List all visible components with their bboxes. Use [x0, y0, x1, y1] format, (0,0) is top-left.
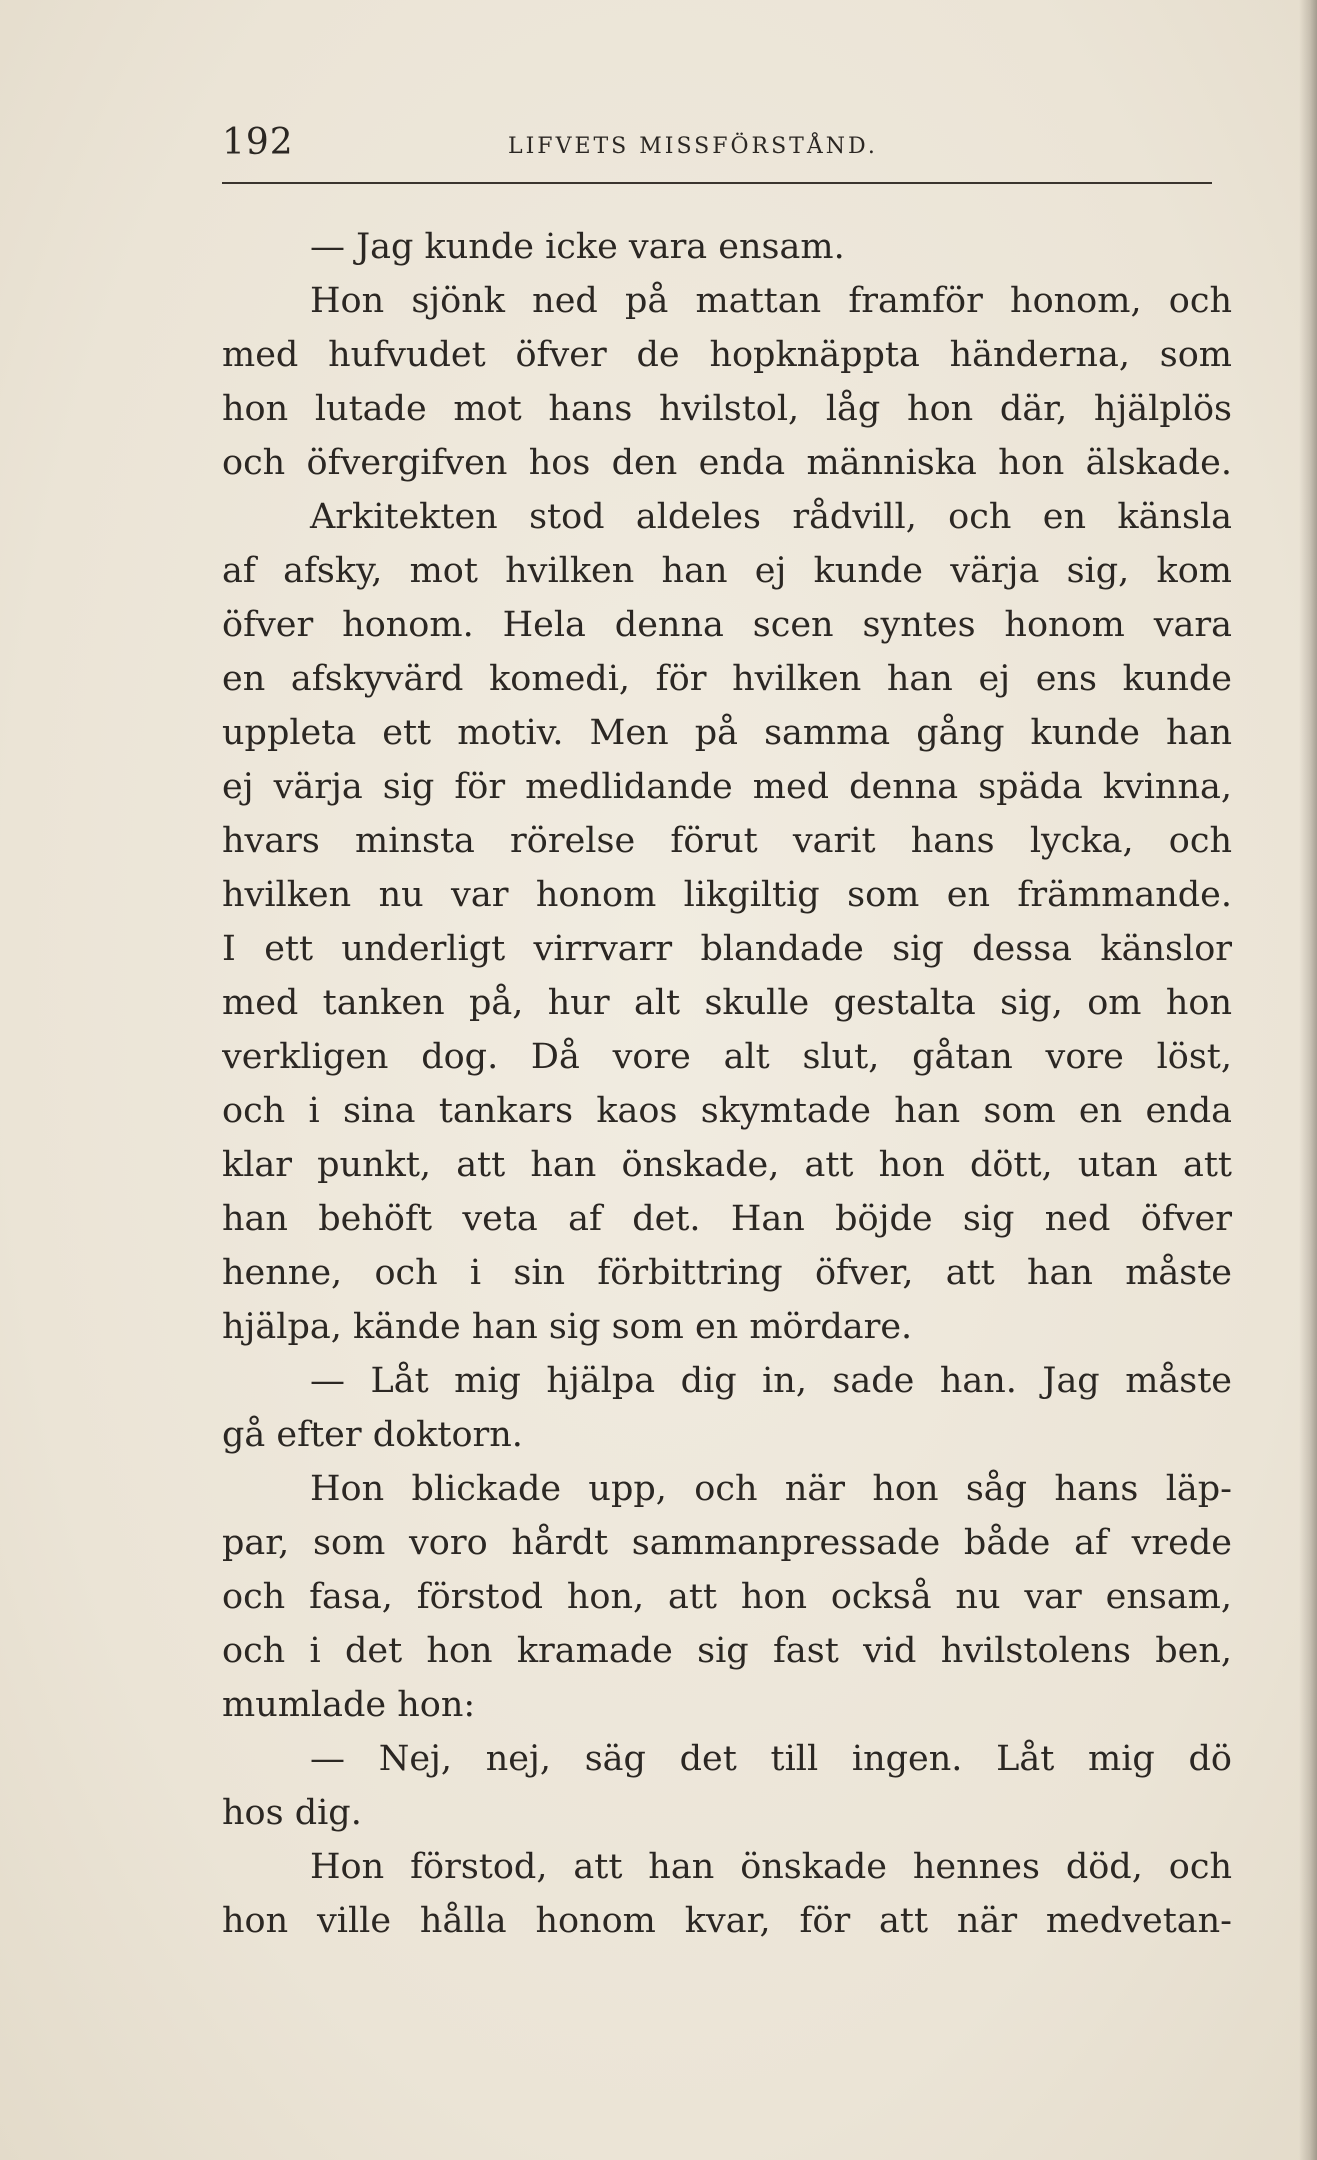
text-line: och öfvergifven hos den enda människa hon älskade. [222, 443, 1232, 483]
text-line: — Låt mig hjälpa dig in, sade han. Jag måste [310, 1361, 1232, 1401]
text-line: Hon blickade upp, och när hon såg hans läp- [310, 1469, 1232, 1509]
text-line: henne, och i sin förbittring öfver, att han måste [222, 1253, 1232, 1293]
text-line: ej värja sig för medlidande med denna späda kvinna, [222, 767, 1232, 807]
header-rule [222, 182, 1212, 184]
text-line: Hon förstod, att han önskade hennes död, och [310, 1847, 1232, 1887]
text-line: och i det hon kramade sig fast vid hvilstolens ben, [222, 1631, 1232, 1671]
text-line: I ett underligt virrvarr blandade sig dessa känslor [222, 929, 1232, 969]
text-line: med tanken på, hur alt skulle gestalta sig, om hon [222, 983, 1232, 1023]
text-line: Hon sjönk ned på mattan framför honom, och [310, 281, 1232, 321]
text-line: af afsky, mot hvilken han ej kunde värja sig, kom [222, 551, 1232, 591]
text-line: par, som voro hårdt sammanpressade både af vrede [222, 1523, 1232, 1563]
page-edge-shadow [1299, 0, 1317, 2160]
text-line: öfver honom. Hela denna scen syntes honom vara [222, 605, 1232, 645]
text-line: Arkitekten stod aldeles rådvill, och en känsla [310, 497, 1232, 537]
text-line: och i sina tankars kaos skymtade han som en enda [222, 1091, 1232, 1131]
text-line: klar punkt, att han önskade, att hon dött, utan att [222, 1145, 1232, 1185]
text-line: hon ville hålla honom kvar, för att när medvetan- [222, 1901, 1232, 1941]
text-line: hvilken nu var honom likgiltig som en främmande. [222, 875, 1232, 915]
text-line: uppleta ett motiv. Men på samma gång kunde han [222, 713, 1232, 753]
text-line: han behöft veta af det. Han böjde sig ned öfver [222, 1199, 1232, 1239]
running-title: LIFVETS MISSFÖRSTÅND. [508, 134, 878, 159]
text-body [222, 220, 1232, 1948]
text-line: — Nej, nej, säg det till ingen. Låt mig dö [310, 1739, 1232, 1779]
text-line: verkligen dog. Då vore alt slut, gåtan vore löst, [222, 1037, 1232, 1077]
text-line: med hufvudet öfver de hopknäppta händerna, som [222, 335, 1232, 375]
text-line: hon lutade mot hans hvilstol, låg hon där, hjälplös [222, 389, 1232, 429]
text-line: gå efter doktorn. [222, 1415, 523, 1455]
page-number: 192 [222, 122, 294, 163]
text-line: hos dig. [222, 1793, 362, 1833]
text-line: — Jag kunde icke vara ensam. [310, 227, 845, 267]
text-line: mumlade hon: [222, 1685, 476, 1725]
text-line: och fasa, förstod hon, att hon också nu var ensam, [222, 1577, 1232, 1617]
page-header [222, 122, 1212, 170]
text-line: hvars minsta rörelse förut varit hans lycka, och [222, 821, 1232, 861]
text-line: en afskyvärd komedi, för hvilken han ej ens kunde [222, 659, 1232, 699]
text-line: hjälpa, kände han sig som en mördare. [222, 1307, 913, 1347]
